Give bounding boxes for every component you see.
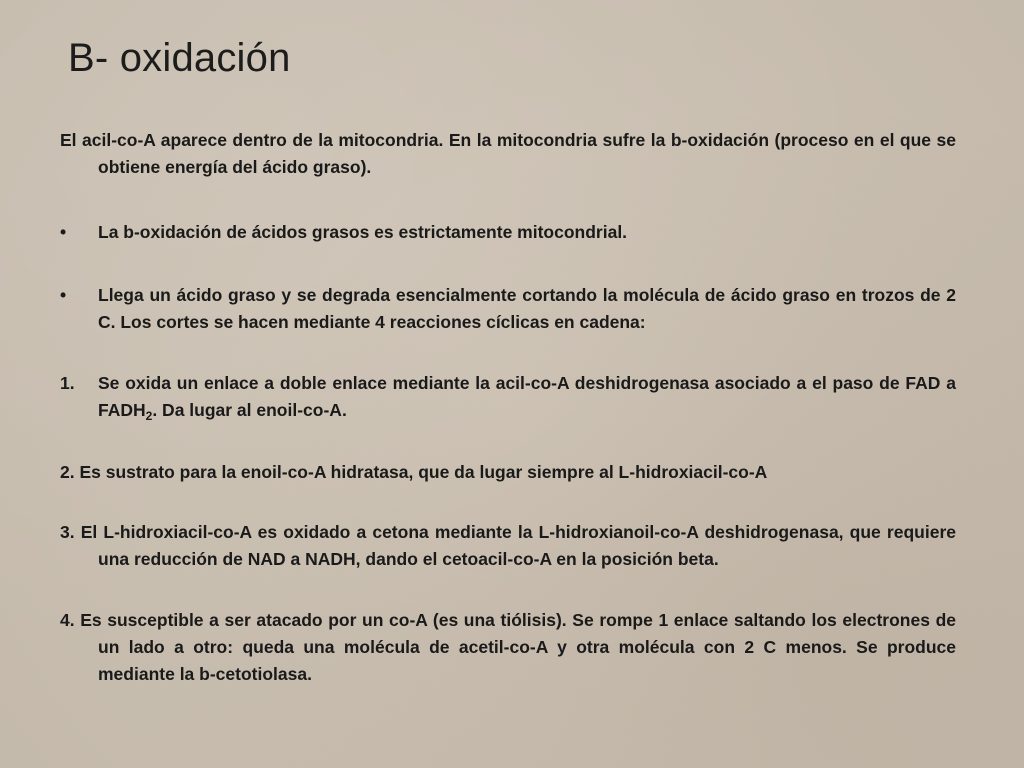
- paragraph-intro: El acil-co-A aparece dentro de la mitocondria. En la mitocondria sufre la b-oxidación (proceso en el que se obtiene energía del ácido graso).: [60, 130, 956, 177]
- step-3: 3. El L-hidroxiacil-co-A es oxidado a cetona mediante la L-hidroxianoil-co-A deshidrogenasa, que requiere una reducción de NAD a NADH, dando el cetoacil-co-A en la posición beta.: [60, 522, 956, 569]
- bullet-marker: •: [60, 285, 67, 305]
- bullet-item-mitochondrial: [60, 219, 956, 246]
- step-text-part-a: Se oxida un enlace a doble enlace mediante la acil-co-A deshidrogenasa asociado a el paso de FAD a FADH: [98, 373, 956, 420]
- slide-body: [60, 127, 956, 688]
- step-4: 4. Es susceptible a ser atacado por un co-A (es una tiólisis). Se rompe 1 enlace saltando los electrones de un lado a otro: queda una molécula de acetil-co-A y otra molécula con 2 C menos. Se produce mediante la b-cetotiolasa.: [60, 610, 956, 684]
- bullet-text: La b-oxidación de ácidos grasos es estrictamente mitocondrial.: [98, 222, 628, 242]
- slide-title: B- oxidación: [68, 36, 291, 80]
- bullet-text: Llega un ácido graso y se degrada esencialmente cortando la molécula de ácido graso en trozos de 2 C. Los cortes se hacen mediante 4 reacciones cíclicas en cadena:: [98, 285, 956, 332]
- step-1: [60, 370, 956, 424]
- step-text-part-b: . Da lugar al enoil-co-A.: [152, 400, 347, 420]
- step-number: 1.: [60, 373, 75, 393]
- subscript-2: 2: [145, 409, 153, 423]
- bullet-item-degradation: [60, 282, 956, 336]
- step-2: 2. Es sustrato para la enoil-co-A hidratasa, que da lugar siempre al L-hidroxiacil-co-A: [60, 462, 768, 482]
- bullet-marker: •: [60, 222, 67, 242]
